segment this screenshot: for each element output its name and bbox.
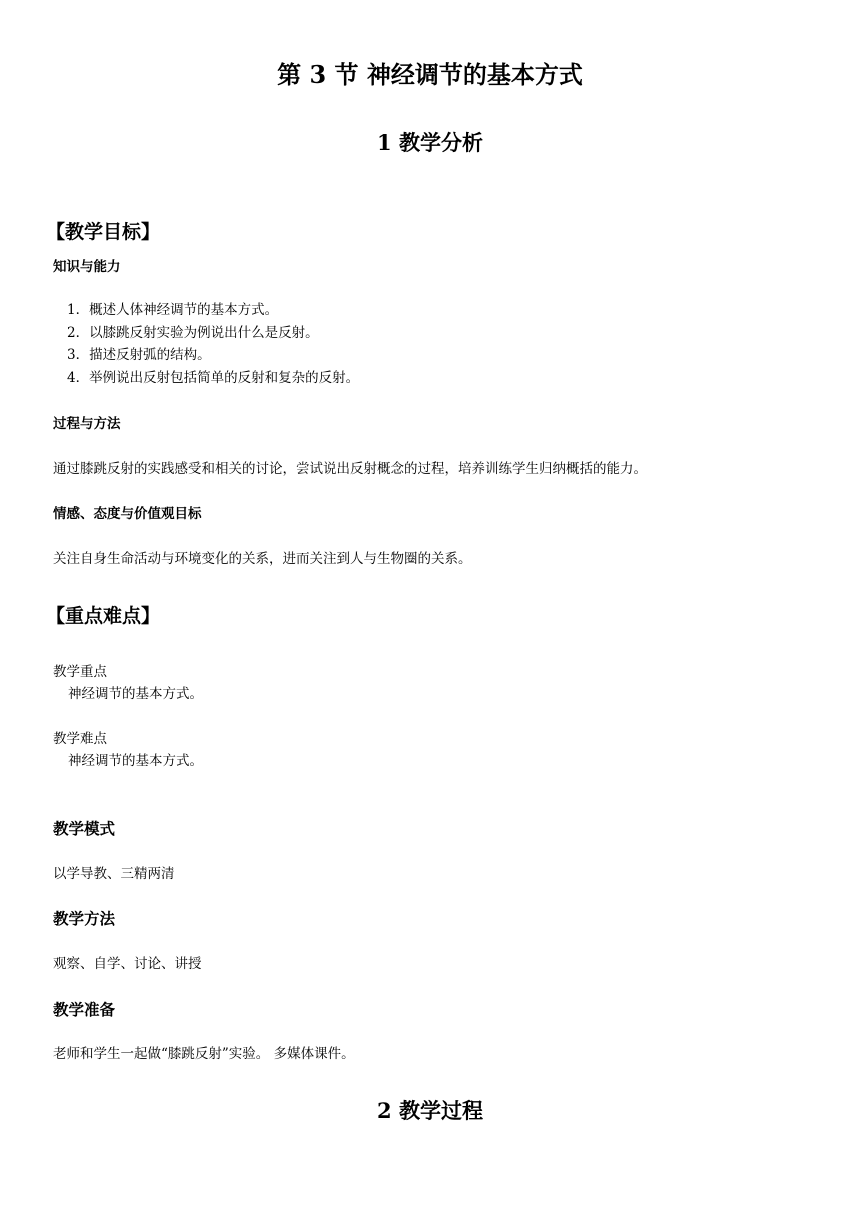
mode-heading: 教学模式 — [53, 820, 116, 838]
difficulty-text: 神经调节的基本方式。 — [68, 753, 203, 769]
emotion-text: 关注自身生命活动与环境变化的关系，进而关注到人与生物圈的关系。 — [53, 551, 472, 567]
process-heading: 过程与方法 — [53, 416, 121, 432]
objectives-heading: 【教学目标】 — [46, 221, 161, 243]
knowledge-list — [53, 299, 359, 390]
section-heading-analysis: 1 教学分析 — [377, 130, 483, 155]
list-item — [53, 367, 359, 390]
list-item-number: 1． — [67, 302, 90, 318]
focus-text: 神经调节的基本方式。 — [68, 686, 203, 702]
key-points-heading: 【重点难点】 — [46, 605, 161, 627]
list-item-text: 概述人体神经调节的基本方式。 — [89, 302, 279, 318]
difficulty-label: 教学难点 — [53, 731, 107, 747]
method-text: 观察、自学、讨论、讲授 — [53, 956, 202, 972]
mode-text: 以学导教、三精两清 — [53, 866, 175, 882]
page-title: 第 3 节 神经调节的基本方式 — [277, 60, 583, 89]
list-item — [53, 344, 359, 367]
method-heading: 教学方法 — [53, 910, 116, 928]
list-item-text: 以膝跳反射实验为例说出什么是反射。 — [89, 324, 319, 341]
list-item-number: 3． — [67, 347, 90, 364]
list-item — [53, 299, 359, 322]
knowledge-heading: 知识与能力 — [53, 259, 121, 275]
list-item — [53, 322, 359, 345]
list-item-number: 4． — [67, 370, 90, 387]
preparation-text: 老师和学生一起做“膝跳反射”实验。 多媒体课件。 — [53, 1046, 355, 1062]
list-item-text: 描述反射弧的结构。 — [89, 347, 211, 364]
preparation-heading: 教学准备 — [53, 1001, 116, 1019]
list-item-number: 2． — [67, 324, 90, 341]
emotion-heading: 情感、态度与价值观目标 — [53, 506, 202, 522]
focus-label: 教学重点 — [53, 664, 107, 680]
section-heading-process: 2 教学过程 — [377, 1098, 483, 1123]
process-text: 通过膝跳反射的实践感受和相关的讨论，尝试说出反射概念的过程，培养训练学生归纳概括的能力。 — [53, 461, 647, 477]
list-item-text: 举例说出反射包括简单的反射和复杂的反射。 — [89, 370, 360, 387]
